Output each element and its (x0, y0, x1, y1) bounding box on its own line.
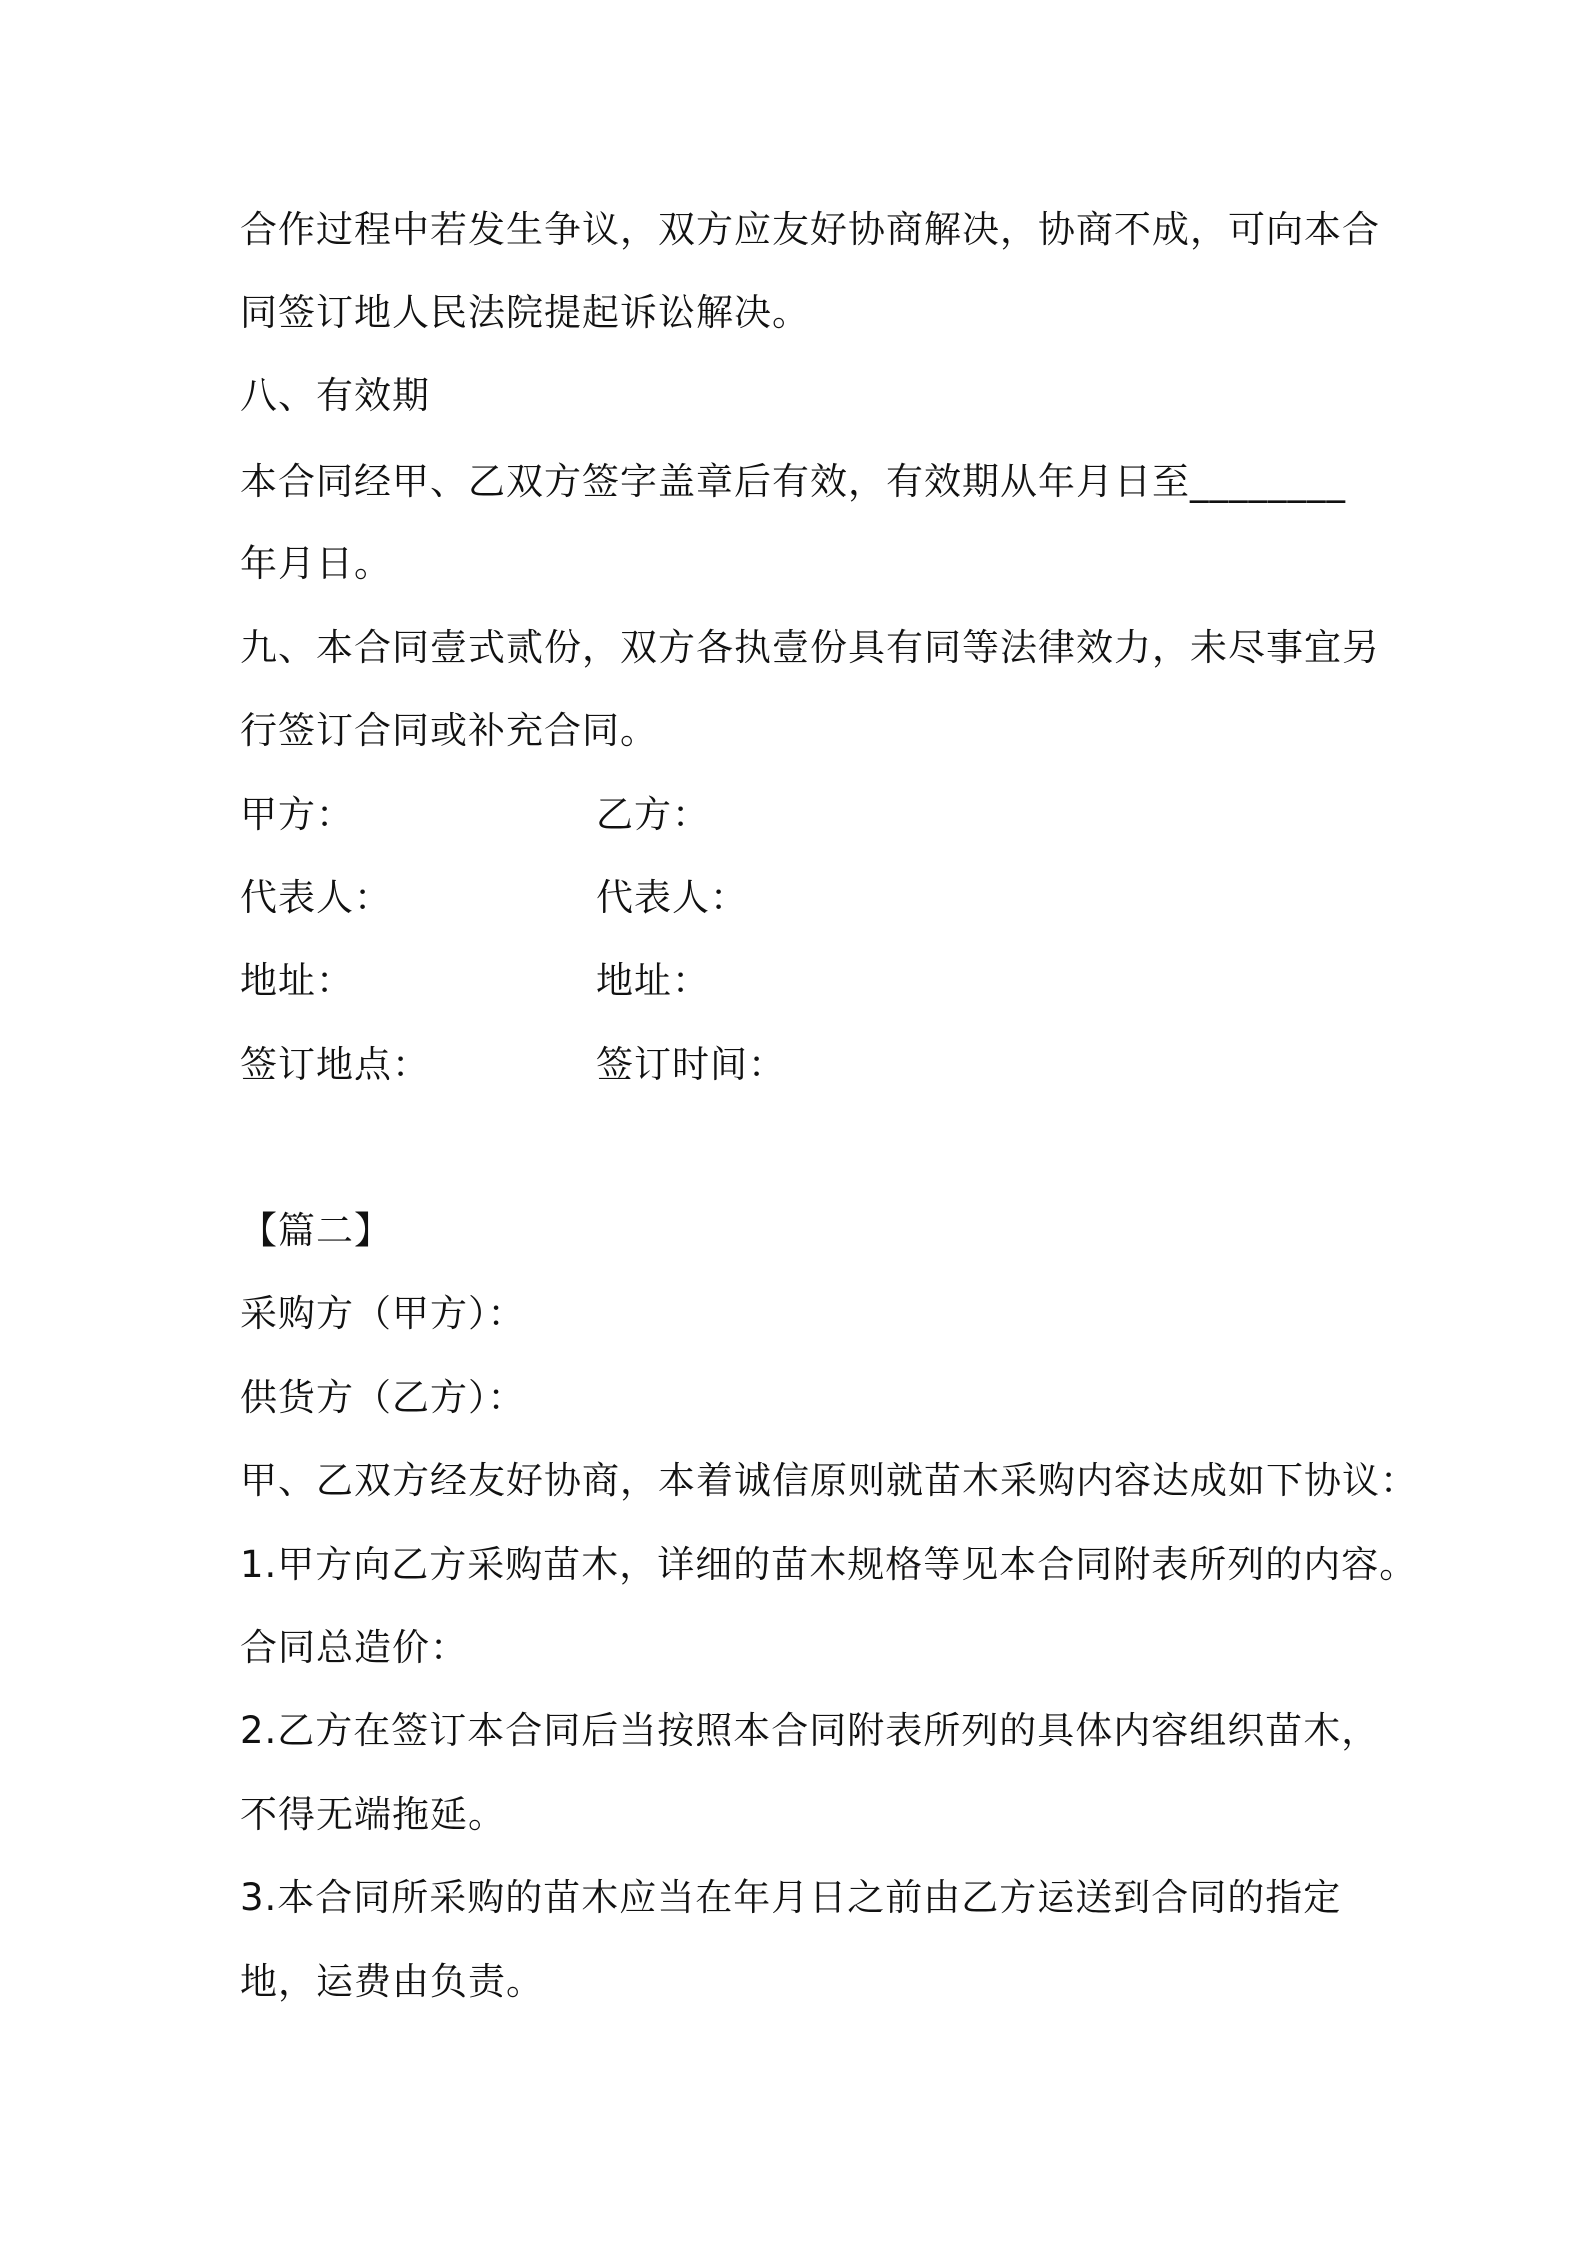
part-two-heading: 【篇二】 (240, 1209, 392, 1252)
dispute-clause-line-2: 同签订地人民法院提起诉讼解决。 (240, 291, 810, 334)
address-b-label: 地址： (596, 959, 710, 1002)
validity-clause-line-1: 本合同经甲、乙双方签字盖章后有效，有效期从年月日至________ (240, 460, 1346, 503)
clause-3-line-2: 地，运费由负责。 (240, 1960, 544, 2003)
representative-a-label: 代表人： (240, 876, 392, 919)
clause-2-line-2: 不得无端拖延。 (240, 1793, 506, 1836)
signing-place-label: 签订地点： (240, 1043, 430, 1086)
clause-1: 1.甲方向乙方采购苗木，详细的苗木规格等见本合同附表所列的内容。 (240, 1543, 1418, 1586)
clause-3-line-1: 3.本合同所采购的苗木应当在年月日之前由乙方运送到合同的指定 (240, 1876, 1342, 1919)
copies-clause-line-1: 九、本合同壹式贰份，双方各执壹份具有同等法律效力，未尽事宜另 (240, 626, 1380, 669)
clause-2-line-1: 2.乙方在签订本合同后当按照本合同附表所列的具体内容组织苗木， (240, 1709, 1380, 1752)
copies-clause-line-2: 行签订合同或补充合同。 (240, 709, 658, 752)
total-price-label: 合同总造价： (240, 1626, 468, 1669)
agreement-intro: 甲、乙双方经友好协商，本着诚信原则就苗木采购内容达成如下协议： (240, 1459, 1418, 1502)
buyer-label: 采购方（甲方）： (240, 1292, 526, 1335)
signing-time-label: 签订时间： (596, 1043, 786, 1086)
party-b-label: 乙方： (596, 793, 710, 836)
address-a-label: 地址： (240, 959, 354, 1002)
validity-heading: 八、有效期 (240, 374, 430, 417)
representative-b-label: 代表人： (596, 876, 748, 919)
validity-clause-line-2: 年月日。 (240, 542, 392, 585)
supplier-label: 供货方（乙方）： (240, 1376, 526, 1419)
party-a-label: 甲方： (240, 793, 354, 836)
dispute-clause-line-1: 合作过程中若发生争议，双方应友好协商解决，协商不成，可向本合 (240, 208, 1380, 251)
